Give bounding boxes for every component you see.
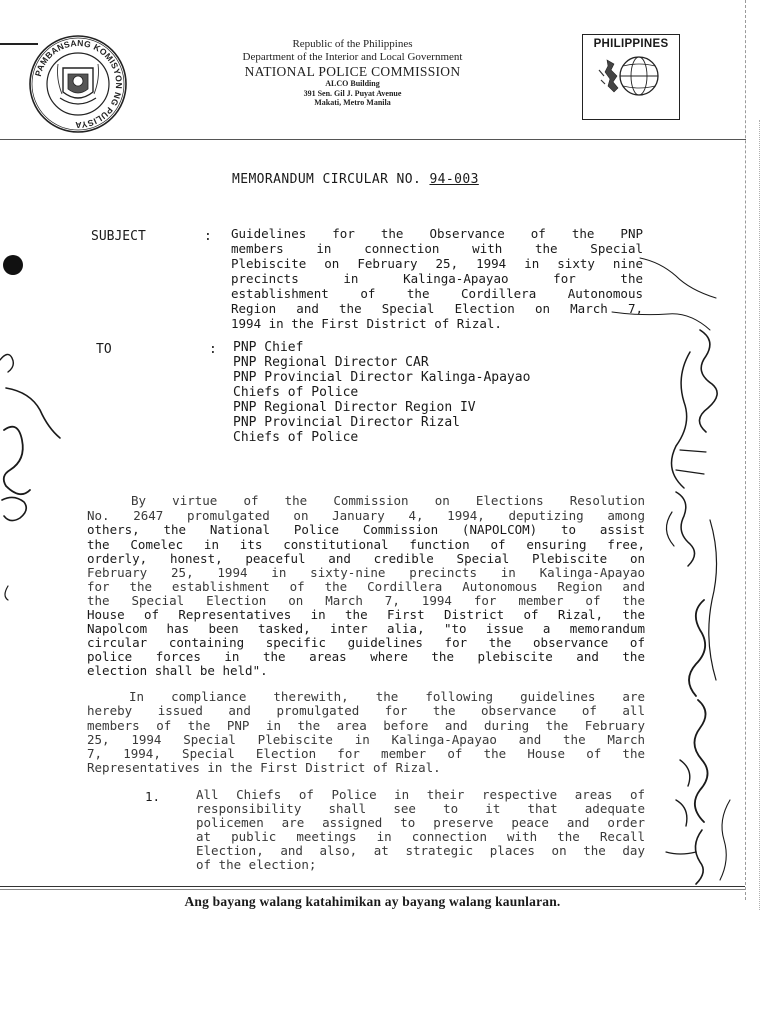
paragraph-line: others, the National Police Commission (NAPOLCOM) to assist <box>87 522 645 537</box>
philippines-2000-badge <box>582 34 680 120</box>
right-margin-signature <box>699 330 717 432</box>
paragraph-line: the Comelec in its constitutional function of ensuring free, <box>87 537 645 552</box>
paragraph-line: House of Representatives in the First District of Rizal, the <box>87 607 645 622</box>
right-margin-signature <box>672 352 691 488</box>
letterhead-address-line: ALCO Building <box>325 79 380 88</box>
to-colon: : <box>209 342 217 357</box>
margin-initial-mark <box>2 497 26 520</box>
margin-tick-mark <box>5 586 8 600</box>
subject-line: precincts in Kalinga-Apayao for the <box>231 271 643 286</box>
footer-divider <box>0 886 745 887</box>
subject-line: Plebiscite on February 25, 1994 in sixty nine <box>231 256 643 271</box>
recipient-item: Chiefs of Police <box>233 430 359 445</box>
recipient-item: PNP Chief <box>233 340 304 355</box>
paragraph-line: for the establishment of the Cordillera Autonomous Region and <box>87 579 645 594</box>
footer-motto: Ang bayang walang katahimikan ay bayang walang kaunlaran. <box>184 894 561 909</box>
lower-signature <box>720 800 730 880</box>
paragraph-line: No. 2647 promulgated on January 4, 1994, deputizing among <box>87 508 645 523</box>
header-divider <box>0 139 746 140</box>
subject-label: SUBJECT <box>91 229 146 244</box>
lower-signature <box>666 852 696 854</box>
right-margin-signature <box>676 450 706 474</box>
letterhead-commission: NATIONAL POLICE COMMISSION <box>244 64 461 79</box>
svg-text:PAMBANSANG KOMISYON NG PULISYA: PAMBANSANG KOMISYON NG PULISYA <box>32 37 125 131</box>
margin-line-mark <box>640 258 716 298</box>
to-label: TO <box>96 342 112 357</box>
right-margin-signature <box>666 512 674 546</box>
letterhead-address-line: 391 Sen. Gil J. Puyat Avenue <box>303 88 402 98</box>
paragraph-line: circular containing specific guidelines for the observance of <box>87 635 645 650</box>
letterhead-republic: Republic of the Philippines <box>292 38 413 50</box>
recipient-item: PNP Regional Director Region IV <box>233 400 476 415</box>
paragraph-line: orderly, honest, peaceful and credible Special Plebiscite on <box>87 551 645 566</box>
subject-line: members in connection with the Special <box>231 241 643 256</box>
item-line: policemen are assigned to preserve peace and order <box>196 815 645 830</box>
subject-line: 1994 in the First District of Rizal. <box>231 316 502 331</box>
item-line: All Chiefs of Police in their respective areas of <box>196 787 645 802</box>
recipient-item: PNP Regional Director CAR <box>233 355 429 370</box>
philippines-2000-globe-icon <box>587 52 675 118</box>
binder-hole <box>3 255 23 275</box>
recipient-item: Chiefs of Police <box>233 385 359 400</box>
paragraph-line: members of the PNP in the area before and during the February <box>87 718 645 733</box>
item-line: of the election; <box>196 857 317 872</box>
margin-initial-mark <box>0 354 13 372</box>
badge-title: PHILIPPINES <box>593 38 669 50</box>
paragraph-line: Napolcom has been tasked, inter alia, "to issue a memorandum <box>87 621 645 636</box>
paragraph-line: By virtue of the Commission on Elections Resolution <box>131 493 645 508</box>
letterhead-department: Department of the Interior and Local Government <box>242 51 463 63</box>
subject-line: Region and the Special Election on March 7, <box>231 301 643 316</box>
letterhead <box>200 38 505 108</box>
subject-line: Guidelines for the Observance of the PNP <box>231 226 643 241</box>
lower-signature <box>676 760 690 826</box>
item-number: 1. <box>145 789 161 804</box>
right-margin-signature <box>676 492 695 566</box>
recipient-item: PNP Provincial Director Rizal <box>233 415 460 430</box>
lower-signature <box>694 700 707 822</box>
paragraph-line: 7, 1994, Special Election for member of the House of the <box>87 746 645 761</box>
subject-colon: : <box>204 229 212 244</box>
margin-signature-mark <box>4 427 30 495</box>
lower-signature <box>695 830 703 884</box>
margin-initial-mark <box>6 388 60 438</box>
item-line: Election, and also, at strategic places on the day <box>196 843 645 858</box>
item-line: at public meetings in connection with the Recall <box>196 829 645 844</box>
scan-edge-line <box>745 0 746 900</box>
recipient-item: PNP Provincial Director Kalinga-Apayao <box>233 370 531 385</box>
memo-title <box>232 172 479 187</box>
memo-title-prefix: MEMORANDUM CIRCULAR NO. <box>232 172 422 187</box>
right-margin-signature <box>709 520 717 680</box>
paragraph-line: police forces in the areas where the plebiscite and the <box>87 649 645 664</box>
scan-edge-line <box>759 120 760 910</box>
paragraph-line: the Special Election on March 7, 1994 for member of the <box>87 593 645 608</box>
paragraph-line: election shall be held". <box>87 663 268 678</box>
item-line: responsibility shall see to it that adequate <box>196 801 645 816</box>
footer-divider <box>0 889 745 890</box>
paragraph-line: Representatives in the First District of Rizal. <box>87 760 441 775</box>
lower-signature <box>689 600 705 696</box>
napolcom-seal-icon <box>28 34 128 134</box>
subject-line: establishment of the Cordillera Autonomous <box>231 286 643 301</box>
paragraph-line: February 25, 1994 in sixty-nine precincts in Kalinga-Apayao <box>87 565 645 580</box>
letterhead-address-line: Makati, Metro Manila <box>314 98 391 107</box>
paragraph-line: In compliance therewith, the following guidelines are <box>129 689 645 704</box>
memo-number: 94-003 <box>429 172 479 187</box>
paragraph-line: 25, 1994 Special Plebiscite in Kalinga-Apayao and the March <box>87 732 645 747</box>
paragraph-line: hereby issued and promulgated for the observance of all <box>87 703 645 718</box>
